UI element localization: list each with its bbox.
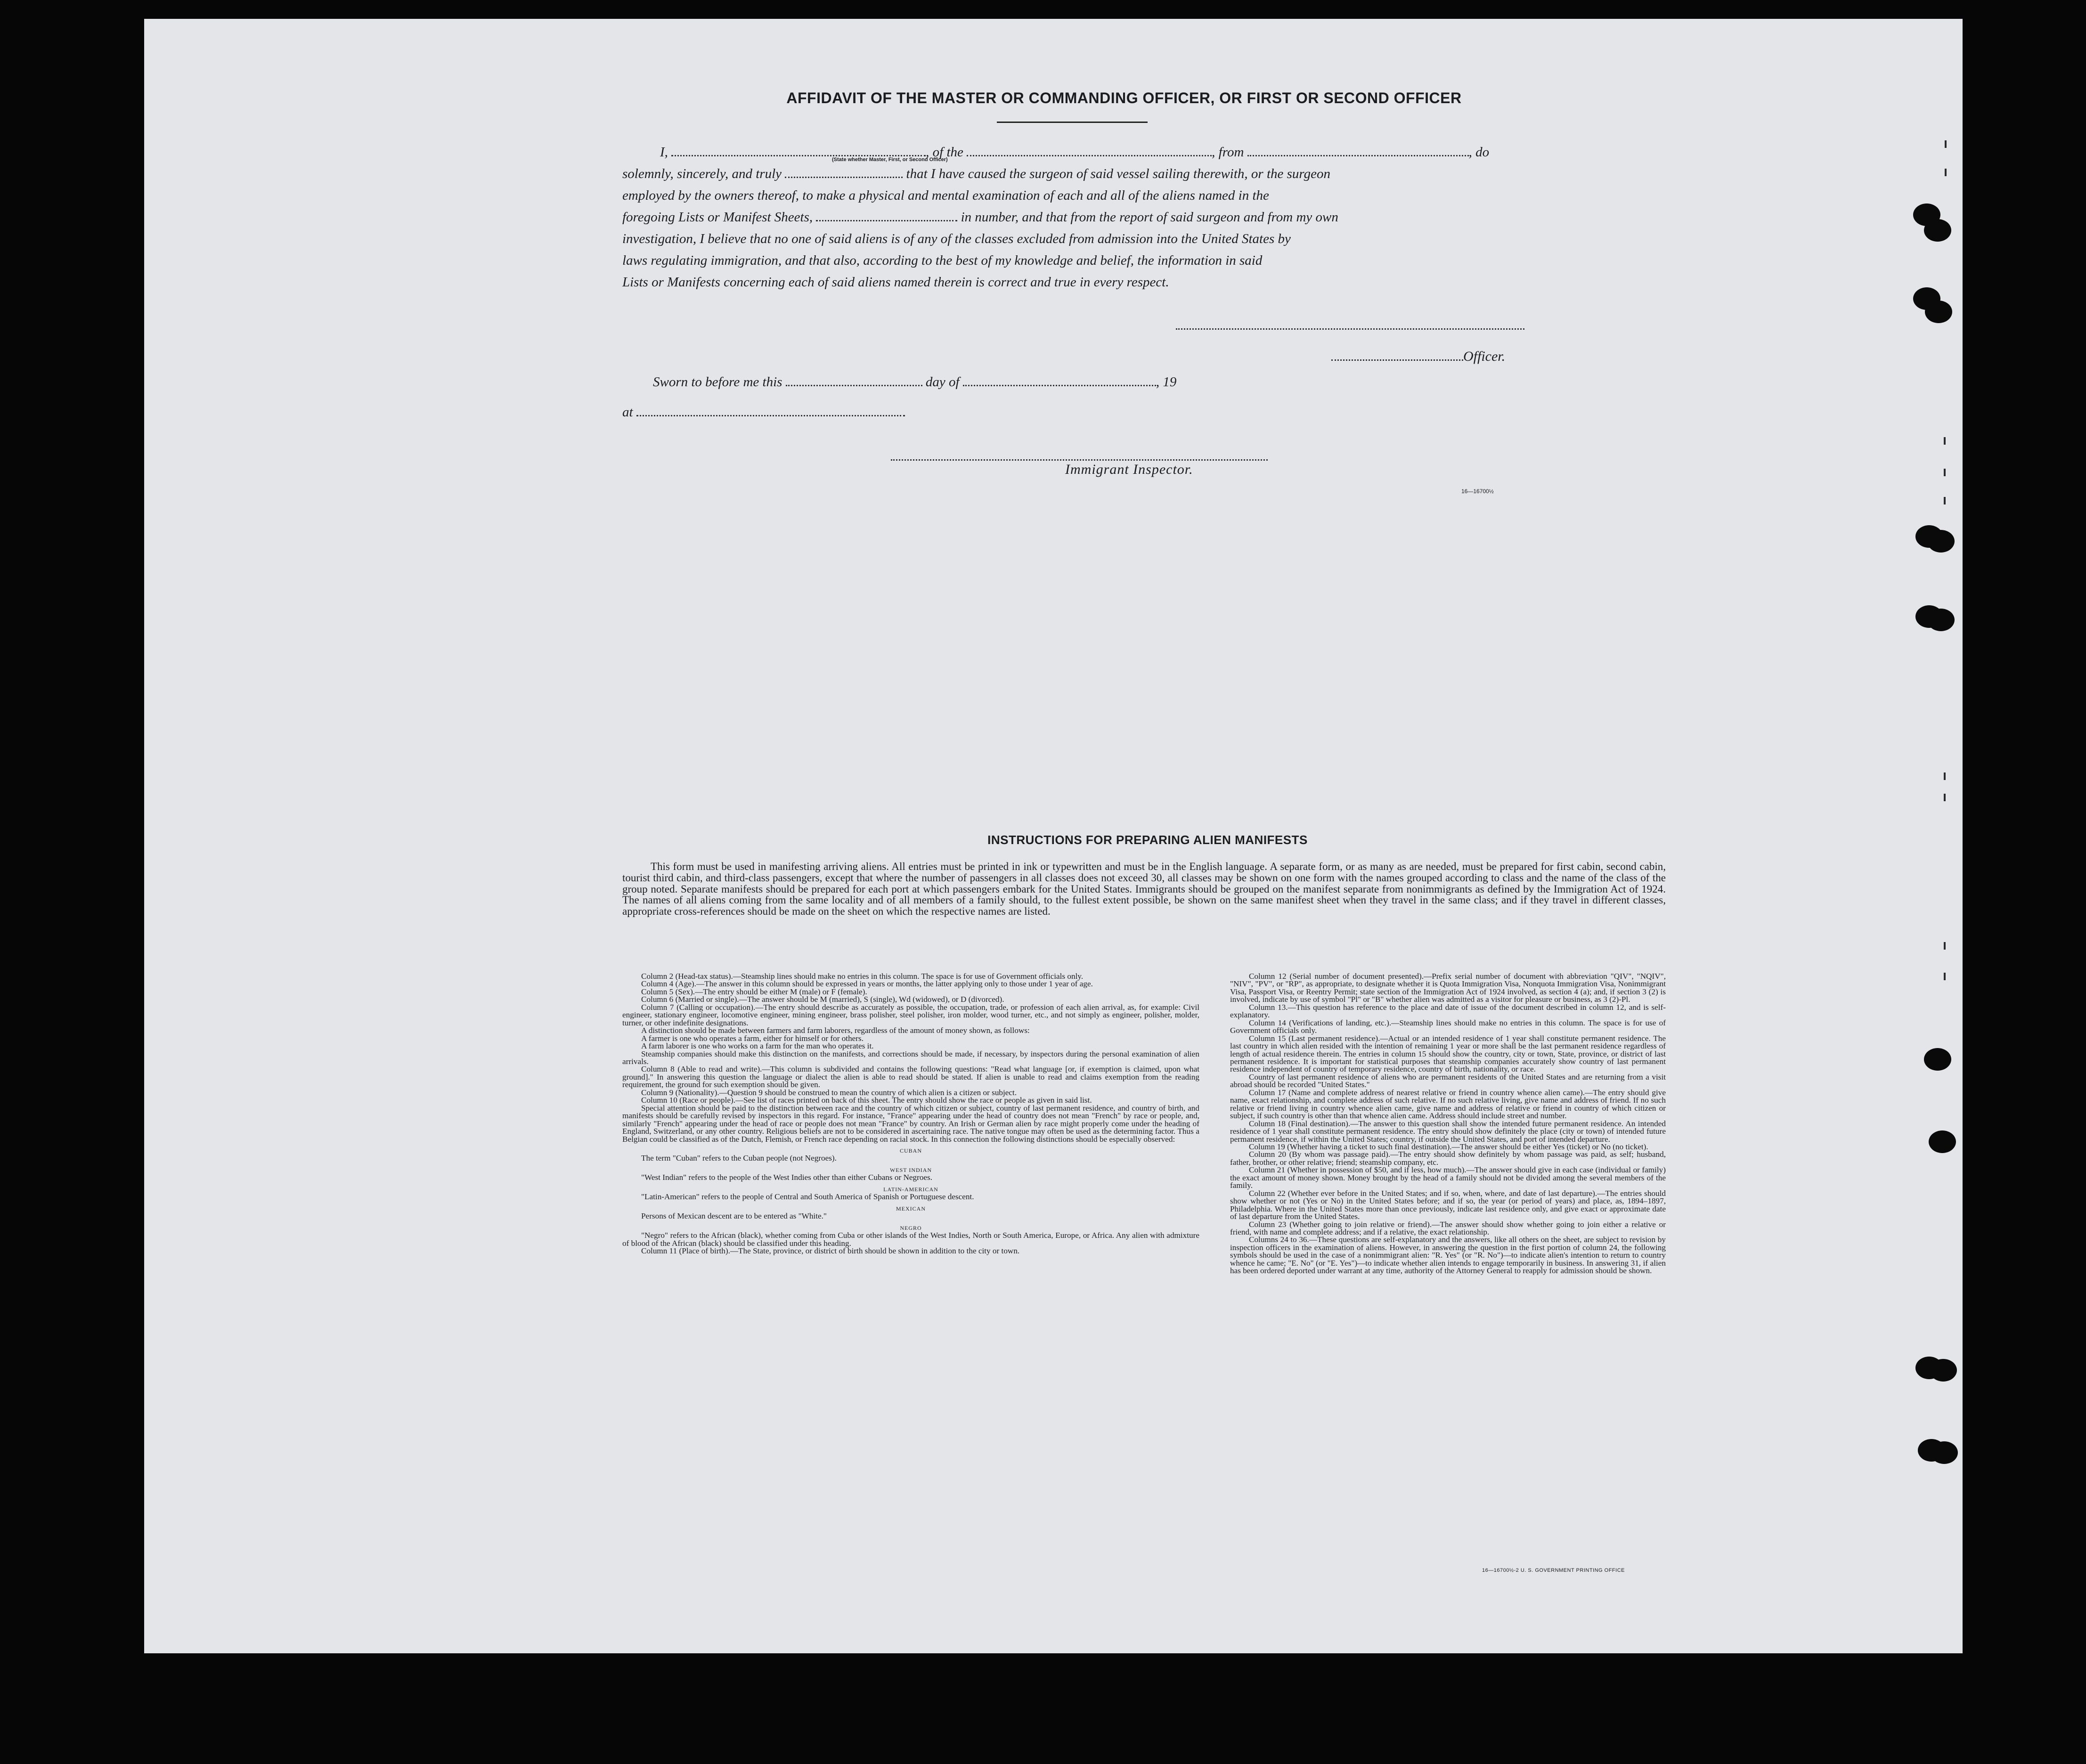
sworn-line: Sworn to before me this day of , 19 xyxy=(653,374,1177,390)
port-field[interactable] xyxy=(1247,154,1469,156)
affidavit-title: AFFIDAVIT OF THE MASTER OR COMMANDING OFFICER, OR FIRST OR SECOND OFFICER xyxy=(786,89,1462,106)
affidavit-line-6: laws regulating immigration, and that also, according to the best of my knowledge and belief, the information in said xyxy=(622,253,1263,268)
definition-text: "Latin-American" refers to the people of Central and South America of Spanish or Portuguese descent. xyxy=(641,1192,974,1202)
definition-text: "Negro" refers to the African (black), whether coming from Cuba or other islands of the West Indies, North or South America, Europe, or Africa. Any alien with admixture of blood of the African (black) should be classified under this heading. xyxy=(622,1231,1199,1248)
instruction-paragraph: Column 17 (Name and complete address of nearest relative or friend in country whence alien came).—The entry should give name, exact relationship, and complete address of such relative. If no such relative living, give name and address of friend. If no such relative or friend living in country whence alien came, give name and address of relative or friend in country of which citizen or subject, if such country is other than that whence alien came. Address should include street and number. xyxy=(1230,1088,1666,1121)
affidavit-line-4: foregoing Lists or Manifest Sheets, in number, and that from the report of said surgeon and from my own xyxy=(622,210,1338,225)
instruction-paragraph: Column 14 (Verifications of landing, etc.).—Steamship lines should make no entries in this column. The space is for use of Government officials only. xyxy=(1230,1018,1666,1035)
instructions-right-column xyxy=(1230,973,1666,1275)
officer-signature: Officer. xyxy=(1331,349,1505,365)
instruction-paragraph: A distinction should be made between farmers and farm laborers, regardless of the amount of money shown, as follows: xyxy=(641,1026,1030,1035)
affidavit-line-1: I, , of the , from , do xyxy=(660,145,1490,160)
punch-hole xyxy=(1931,1441,1958,1464)
punch-hole xyxy=(1924,1048,1951,1071)
affidavit-line-7: Lists or Manifests concerning each of said aliens named therein is correct and true in every respect. xyxy=(622,275,1169,290)
instruction-paragraph: Country of last permanent residence of aliens who are permanent residents of the United States and are returning from a visit abroad should be recorded "United States." xyxy=(1230,1072,1666,1089)
instruction-paragraph: Column 22 (Whether ever before in the United States; and if so, when, where, and date of last departure).—The entries should show whether or not (Yes or No) in the United States before; and if so, the year (or period of years) and place, as, 1894–1897, Philadelphia. Where in the United States more than once previously, indicate last residence only, and give exact or approximate date of last departure from the United States. xyxy=(1230,1188,1666,1221)
sworn-month-field[interactable] xyxy=(963,384,1156,386)
instruction-paragraph: Steamship companies should make this distinction on the manifests, and corrections should be made, if necessary, by inspectors during the personal examination of alien arrivals. xyxy=(622,1049,1199,1066)
instruction-paragraph: Column 12 (Serial number of document presented).—Prefix serial number of document with abbreviation "QIV", "NQIV", "NIV", "PV", or "RP", as appropriate, to designate whether it is Quota Immigration Visa, Nonquota Immigration Visa, Nonimmigrant Visa, Passport Visa, or Reentry Permit; state section of the Immigration Act of 1924 involved, as section 4 (a); and, if section 3 (2) is involved, indicate by use of symbol "Pl" or "B" whether alien was admitted as a visitor for pleasure or business, as 3 (2)-Pl. xyxy=(1230,972,1666,1004)
affidavit-body xyxy=(622,141,1666,293)
affidavit-line-2: solemnly, sincerely, and truly that I have caused the surgeon of said vessel sailing therewith, or the surgeon xyxy=(622,166,1331,181)
instruction-paragraph: Column 9 (Nationality).—Question 9 should be construed to mean the country of which alien is a citizen or subject. xyxy=(641,1088,1017,1097)
instruction-paragraph: Column 11 (Place of birth).—The State, province, or district of birth should be shown in addition to the city or town. xyxy=(641,1246,1020,1255)
punch-hole xyxy=(1925,301,1952,323)
edge-mark xyxy=(1944,469,1946,476)
edge-mark xyxy=(1944,772,1946,780)
signature-line[interactable] xyxy=(1176,328,1524,330)
punch-hole xyxy=(1930,1359,1957,1382)
officer-signature-field[interactable] xyxy=(1331,359,1463,361)
printing-office-note: 16—16700½-2 U. S. GOVERNMENT PRINTING OFFICE xyxy=(1482,1568,1625,1573)
rank-note: (State whether Master, First, or Second Officer) xyxy=(832,157,948,163)
instruction-paragraph: Column 6 (Married or single).—The answer should be M (married), S (single), Wd (widowed), or D (divorced). xyxy=(641,995,1004,1004)
punch-hole xyxy=(1924,219,1951,242)
definition-heading: NEGRO xyxy=(900,1224,922,1231)
definition-heading: LATIN-AMERICAN xyxy=(883,1186,938,1193)
inspector-signature-line[interactable] xyxy=(891,459,1268,461)
instructions-title: INSTRUCTIONS FOR PREPARING ALIEN MANIFESTS xyxy=(987,833,1308,847)
instruction-paragraph: Column 13.—This question has reference to the place and date of issue of the document described in column 12, and is self-explanatory. xyxy=(1230,1002,1666,1020)
affidavit-line-5: investigation, I believe that no one of said aliens is of any of the classes excluded from admission into the United States by xyxy=(622,231,1291,246)
instruction-paragraph: A farmer is one who operates a farm, either for himself or for others. xyxy=(641,1033,864,1043)
definition-heading: CUBAN xyxy=(899,1147,922,1154)
definition-heading: MEXICAN xyxy=(896,1205,926,1212)
affidavit-line-3: employed by the owners thereof, to make a physical and mental examination of each and all of the aliens named in the xyxy=(622,188,1269,203)
instruction-paragraph: Column 5 (Sex).—The entry should be either M (male) or F (female). xyxy=(641,987,867,996)
inspector-label: Immigrant Inspector. xyxy=(1065,462,1193,477)
instruction-paragraph: Column 18 (Final destination).—The answer to this question shall show the intended future permanent residence. An intended residence of 1 year shall constitute permanent residence. The entry should show definitely the place (city or town) of intended future permanent residence, if within the United States; country, if outside the United States, and port of intended departure. xyxy=(1230,1119,1666,1144)
punch-hole xyxy=(1927,609,1955,631)
form-number: 16—16700½ xyxy=(1461,488,1494,495)
instruction-paragraph: Column 19 (Whether having a ticket to such final destination).—The answer should be either Yes (ticket) or No (no ticket). xyxy=(1249,1142,1648,1151)
edge-mark xyxy=(1944,973,1946,980)
instruction-paragraph: Column 2 (Head-tax status).—Steamship lines should make no entries in this column. The space is for use of Government officials only. xyxy=(641,972,1084,981)
instruction-paragraph: Column 15 (Last permanent residence).—Actual or an intended residence of 1 year shall constitute permanent residence. The last country in which alien resided with the intention of remaining 1 year or more shall be the last permanent residence regardless of length of actual residence therein. The entries in column 15 should show the country, city or town, State, province, or district of last permanent residence. It is important for statistical purposes that steamship companies accurately show country of last permanent residence independent of country of temporary residence, country of birth, nationality, or race. xyxy=(1230,1033,1666,1074)
definition-text: Persons of Mexican descent are to be entered as "White." xyxy=(641,1211,827,1221)
definition-heading: WEST INDIAN xyxy=(889,1166,932,1173)
definition-text: The term "Cuban" refers to the Cuban people (not Negroes). xyxy=(641,1154,837,1163)
edge-mark xyxy=(1945,169,1947,176)
edge-mark xyxy=(1945,140,1947,148)
instruction-paragraph: Column 4 (Age).—The answer in this column should be expressed in years or months, the latter applying only to those under 1 year of age. xyxy=(641,979,1093,989)
instruction-paragraph: A farm laborer is one who works on a farm for the man who operates it. xyxy=(641,1041,874,1051)
instruction-paragraph: Special attention should be paid to the distinction between race and the country of which citizen or subject, country of last permanent residence, and country of birth, and manifests should be carefully revised by inspectors in this regard. For instance, "France" appearing under the head of country does not mean "French" by race or people, and, similarly "French" appearing under the head of race or people does not mean "France" by country. An Irish or German alien by race might properly come under the heading of England, Switzerland, or any other country. Religious beliefs are not to be considered in ascertaining race. The native tongue may often be used as the determining factor. Thus a Belgian could be classified as of the Dutch, Flemish, or French race depending on racial stock. In this connection the following distinctions should be especially observed: xyxy=(622,1103,1199,1144)
manifest-sheet xyxy=(144,19,1963,1653)
vessel-name-field[interactable] xyxy=(967,154,1212,156)
title-rule xyxy=(997,122,1148,123)
instruction-paragraph: Column 8 (Able to read and write).—This column is subdivided and contains the following questions: "Read what language [or, if exemption is claimed, upon what ground]." In answering this question the language or dialect the alien is able to read should be stated. If alien is unable to read and claims exemption from the reading requirement, the ground for such exemption should be given. xyxy=(622,1065,1199,1089)
instruction-paragraph: Columns 24 to 36.—These questions are self-explanatory and the answers, like all others on the sheet, are subject to revision by inspection officers in the examination of aliens. However, in answering the question in the first portion of column 24, the following symbols should be used in the case of a nonimmigrant alien: "R. Yes" (or "R. No")—to indicate alien's intention to return to country whence he came; "E. No" (or "E. Yes")—to indicate whether alien intends to engage temporarily in business. In answering 31, if alien has been ordered deported under warrant at any time, authority of the Attorney General to reapply for admission should be shown. xyxy=(1230,1235,1666,1276)
alien-count-field[interactable] xyxy=(816,219,957,221)
sworn-day-field[interactable] xyxy=(786,384,922,386)
at-line: at xyxy=(622,401,905,423)
edge-mark xyxy=(1944,437,1946,445)
instructions-intro: This form must be used in manifesting arriving aliens. All entries must be printed in ink or typewritten and must be in the English language. A separate form, or as many as are needed, must be prepared for first cabin, second cabin, tourist third cabin, and third-class passengers, except that where the number of passengers in all classes does not exceed 30, all classes may be shown on one form with the names grouped according to class and the name of the class of the group noted. Separate manifests should be prepared for each port at which passengers embark for the United States. Immigrants should be grouped on the manifest separate from nonimmigrants as defined by the Immigration Act of 1924. The names of all aliens coming from the same locality and of all members of a family should, to the fullest extent possible, be shown on the same manifest sheet when they travel in the same class; and if they travel in different classes, appropriate cross-references should be made on the sheet on which the respective names are listed. xyxy=(622,861,1666,918)
place-field[interactable] xyxy=(636,415,905,416)
oath-field[interactable] xyxy=(785,176,903,178)
instruction-paragraph: Column 20 (By whom was passage paid).—The entry should show definitely by whom passage was paid, as self; husband, father, brother, or other relative; friend; steamship company, etc. xyxy=(1230,1150,1666,1167)
edge-mark xyxy=(1944,942,1946,950)
edge-mark xyxy=(1944,794,1946,801)
punch-hole xyxy=(1929,1130,1956,1153)
instruction-paragraph: Column 7 (Calling or occupation).—The entry should describe as accurately as possible, the occupation, trade, or profession of each alien arrival, as, for example: Civil engineer, stationary engineer, locomotive engineer, mining engineer, brass polisher, steel polisher, iron molder, wood turner, etc., and not simply as engineer, polisher, molder, turner, or other indefinite designations. xyxy=(622,1002,1199,1027)
instruction-paragraph: Column 21 (Whether in possession of $50, and if less, how much).—The answer should give in each case (individual or family) the exact amount of money shown. Money brought by the head of a family should not be divided among the several members of the family. xyxy=(1230,1165,1666,1190)
instruction-paragraph: Column 10 (Race or people).—See list of races printed on back of this sheet. The entry should show the race or people as given in said list. xyxy=(641,1096,1092,1105)
instructions-left-column xyxy=(622,973,1199,1255)
officer-rank-field[interactable] xyxy=(671,154,926,156)
definition-text: "West Indian" refers to the people of the West Indies other than either Cubans or Negroes. xyxy=(641,1173,933,1182)
edge-mark xyxy=(1944,497,1946,504)
punch-hole xyxy=(1927,530,1955,553)
instruction-paragraph: Column 23 (Whether going to join relative or friend).—The answer should show whether going to join either a relative or friend, with name and complete address; and if a relative, the exact relationship. xyxy=(1230,1219,1666,1236)
